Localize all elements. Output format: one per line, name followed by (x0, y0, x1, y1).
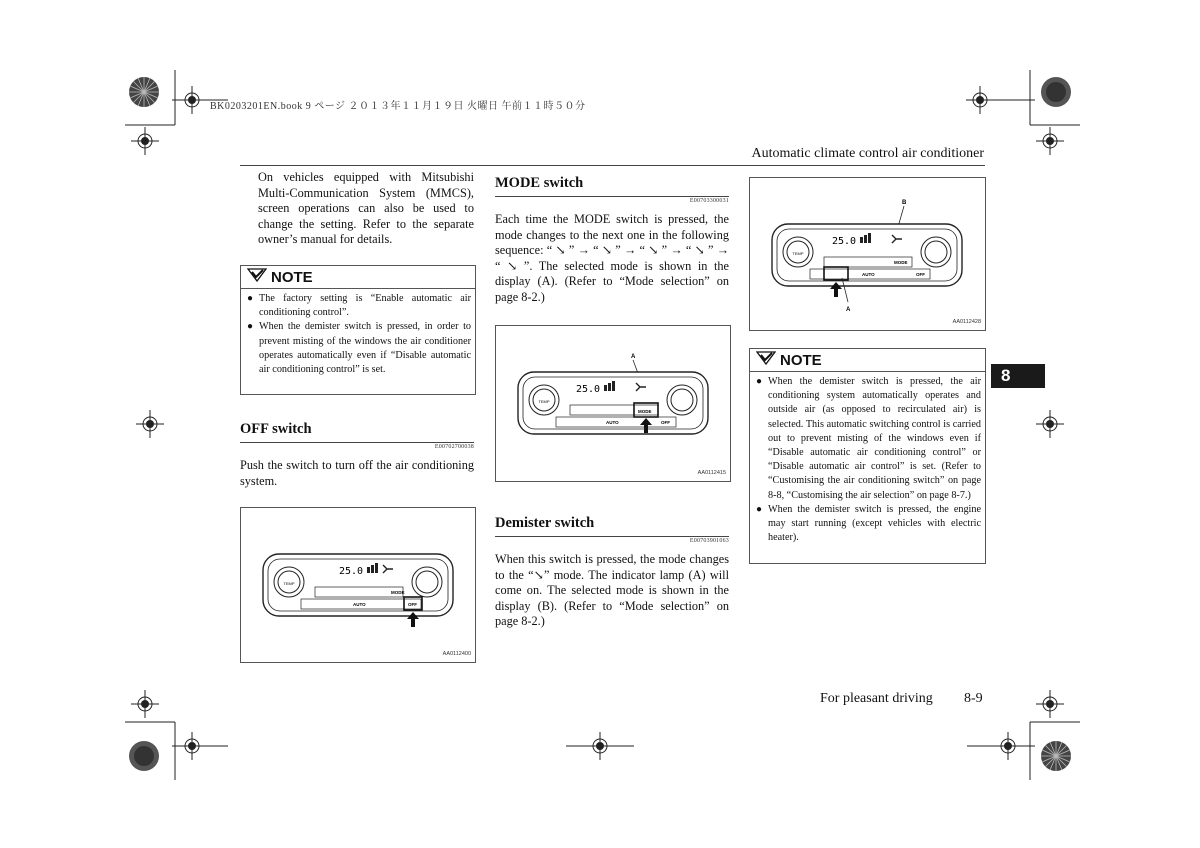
registration-mark-icon (178, 732, 206, 760)
registration-mark-icon (178, 86, 206, 114)
ac-panel-illustration (241, 508, 475, 662)
page-number: 8-9 (964, 691, 983, 706)
svg-text:AUTO: AUTO (862, 272, 875, 277)
footer-section: For pleasant driving (820, 691, 933, 706)
section-rule (240, 442, 474, 443)
mode-switch-text: Each time the MODE switch is pressed, the mode changes to the next one in the following sequence: “ ↘ ” → “ ↘ ” → “ ↘ ” → “ ↘ ” → “ ↘ ”. The selected mode is shown in the display (A). (Refer to “Mode selection” on page 8-2.) (495, 212, 729, 304)
svg-text:MODE: MODE (638, 409, 652, 414)
section-rule (495, 536, 729, 537)
chapter-tab: 8 (991, 364, 1045, 388)
registration-mark-icon (131, 690, 159, 718)
airflow-mode-icon: ↘ (694, 243, 705, 258)
svg-text:TEMP: TEMP (283, 581, 295, 586)
svg-text:TEMP: TEMP (538, 399, 550, 404)
figure-id: AA0112400 (442, 651, 471, 657)
note-box-left (240, 265, 476, 395)
registration-mark-icon (131, 127, 159, 155)
section-rule (495, 196, 729, 197)
note-label: NOTE (780, 351, 822, 369)
registration-mark-icon (1036, 410, 1064, 438)
note-item: ● When the demister switch is pressed, in order to prevent misting of the windows the air conditioner operates automatically even if “Disable automatic air conditioning control” is set. (247, 321, 471, 376)
page-header: BK0203201EN.book 9 ページ ２０１３年１１月１９日 火曜日 午前１１時５０分 (210, 101, 586, 112)
ac-panel-illustration (496, 326, 730, 481)
svg-text:OFF: OFF (661, 420, 670, 425)
color-target-icon (1040, 740, 1072, 772)
figure-demister-switch (749, 177, 986, 331)
registration-mark-icon (1036, 127, 1064, 155)
svg-text:25.0: 25.0 (832, 236, 857, 247)
svg-text:OFF: OFF (408, 602, 417, 607)
svg-text:25.0: 25.0 (576, 384, 601, 395)
demister-switch-text: When this switch is pressed, the mode changes to the “↘” mode. The indicator lamp (A) will come on. The selected mode is shown in the display (B). (Refer to “Mode selection” on page 8-2.) (495, 552, 730, 629)
svg-text:TEMP: TEMP (792, 251, 804, 256)
note-item: ● When the demister switch is pressed, the air conditioning system automatically operates and outside air (as opposed to recirculated air) is selected. This automatic switching control is carried out to prevent misting of the windows even if “Disable automatic air conditioning control” or “Disable automatic air control” is set. (Refer to “Customising the air conditioning switch” on page 8-8, “Customising the air selection” on page 8-7.) (756, 376, 981, 501)
svg-text:OFF: OFF (916, 272, 925, 277)
mode-switch-code: E00703300031 (689, 198, 729, 204)
figure-off-switch (240, 507, 476, 663)
svg-text:AUTO: AUTO (606, 420, 619, 425)
ac-panel-illustration (750, 178, 985, 330)
demister-switch-heading: Demister switch (495, 515, 595, 531)
svg-text:MODE: MODE (894, 260, 908, 265)
warning-check-icon (247, 268, 267, 287)
svg-text:MODE: MODE (391, 590, 405, 595)
figure-id: AA0112415 (697, 470, 726, 476)
warning-check-icon (756, 351, 776, 370)
svg-text:B: B (902, 200, 907, 206)
mode-switch-heading: MODE switch (495, 175, 584, 191)
off-switch-heading: OFF switch (240, 421, 312, 437)
color-target-icon (128, 740, 160, 772)
header-rule (240, 165, 985, 166)
airflow-mode-icon: ↘ (601, 243, 613, 258)
svg-text:A: A (846, 307, 851, 313)
airflow-mode-icon: ↘ (555, 243, 566, 258)
color-target-icon (128, 76, 160, 108)
svg-text:AUTO: AUTO (353, 602, 366, 607)
registration-mark-icon (1036, 690, 1064, 718)
figure-id: AA0112428 (952, 319, 981, 325)
registration-mark-icon (994, 732, 1022, 760)
svg-text:25.0: 25.0 (339, 566, 364, 577)
running-head: Automatic climate control air conditioner (751, 146, 984, 161)
figure-mode-switch (495, 325, 731, 482)
registration-mark-icon (136, 410, 164, 438)
registration-mark-icon (586, 732, 614, 760)
off-switch-text: Push the switch to turn off the air conditioning system. (240, 458, 474, 488)
note-box-right (749, 348, 986, 564)
airflow-mode-icon: ↘ (648, 243, 659, 258)
intro-paragraph: On vehicles equipped with Mitsubishi Multi-Communication System (MMCS), screen operations can also be used to change the setting. Refer to the separate owner’s manual for details. (258, 170, 474, 247)
registration-mark-icon (966, 86, 994, 114)
airflow-mode-icon: ↘ (533, 567, 544, 582)
note-item: ● When the demister switch is pressed, the engine may start running (except vehicles with electric heater). (756, 503, 981, 544)
note-item: ● The factory setting is “Enable automatic air conditioning control”. (247, 293, 471, 319)
demister-switch-code: E00703901063 (689, 538, 729, 544)
color-target-icon (1040, 76, 1072, 108)
off-switch-code: E00702700038 (434, 444, 474, 450)
airflow-mode-icon: ↘ (507, 258, 518, 273)
svg-text:A: A (631, 354, 636, 360)
note-label: NOTE (271, 268, 313, 286)
